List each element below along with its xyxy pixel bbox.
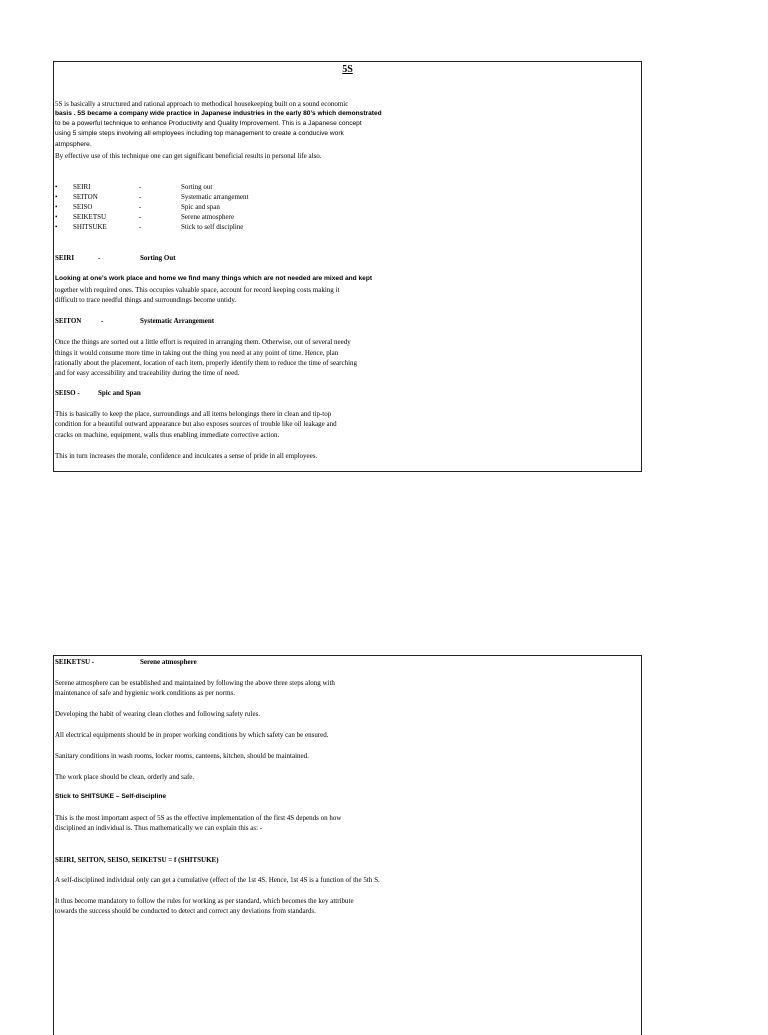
step-dash: -: [139, 223, 142, 231]
bullet-icon: •: [55, 203, 58, 211]
shitsuke-text: disciplined an individual is. Thus mathematically we can explain this as: -: [55, 824, 263, 832]
section-term: SEIRI: [55, 254, 75, 262]
document-title: 5S: [342, 64, 353, 75]
intro-line: 5S is basically a structured and rational approach to methodical housekeeping built on a sound economic: [55, 100, 349, 108]
bullet-icon: •: [55, 183, 58, 191]
seiketsu-text: maintenance of safe and hygienic work conditions as per norms.: [55, 689, 236, 697]
seiso-text: cracks on machine, equipment, walls thus enabling immediate corrective action.: [55, 431, 280, 439]
seiton-text: rationally about the placement, location of each item, properly identify them to reduce the time of searching: [55, 359, 358, 367]
step-meaning: Stick to self discipline: [181, 223, 244, 231]
bullet-icon: •: [55, 223, 58, 231]
seiketsu-point: Developing the habit of wearing clean clothes and following safety rules.: [55, 710, 261, 718]
step-term: SEITON: [73, 193, 98, 201]
seiso-closing: This in turn increases the morale, confidence and inculcates a sense of pride in all employees.: [55, 452, 318, 460]
seiri-text: together with required ones. This occupies valuable space, account for record keeping costs making it: [55, 286, 340, 294]
seiton-text: Once the things are sorted out a little effort is required in arranging them. Otherwise, out of several needy: [55, 338, 351, 346]
section-name: Systematic Arrangement: [140, 317, 215, 325]
section-name: Spic and Span: [98, 389, 141, 397]
seiketsu-point: All electrical equipments should be in proper working conditions by which safety can be ensured.: [55, 731, 329, 739]
seiketsu-point: Sanitary conditions in wash rooms, locker rooms, canteens, kitchen, should be maintained.: [55, 752, 309, 760]
shitsuke-text: This is the most important aspect of 5S as the effective implementation of the first 4S depends on how: [55, 814, 342, 822]
shitsuke-cumulative: A self-disciplined individual only can get a cumulative (effect of the 1st 4S. Hence, 1st 4S is a function of the 5th S.: [55, 876, 380, 884]
section-term: SEITON: [55, 317, 82, 325]
intro-line: using 5 simple steps involving all employees including top management to create a conducive work: [55, 130, 344, 137]
step-meaning: Serene atmosphere: [181, 213, 235, 221]
seiso-text: condition for a beautiful outward appearance but also exposes sources of trouble like oil leakage and: [55, 420, 337, 428]
page-2: [53, 655, 642, 1035]
step-term: SHITSUKE: [73, 223, 107, 231]
seiketsu-text: Serene atmosphere can be established and maintained by following the above three steps along with: [55, 679, 335, 687]
section-heading-shitsuke: Stick to SHITSUKE – Self-discipline: [55, 793, 167, 800]
step-dash: -: [139, 183, 142, 191]
seiton-text: things it would consume more time in taking out the thing you need at any point of time. Hence, plan: [55, 349, 339, 357]
bullet-icon: •: [55, 213, 58, 221]
seiri-text: difficult to trace needful things and surroundings become untidy.: [55, 296, 237, 304]
section-heading-seiketsu: [55, 657, 197, 667]
shitsuke-formula: SEIRI, SEITON, SEISO, SEIKETSU = f (SHITSUKE): [55, 856, 219, 864]
seiri-text: Looking at one’s work place and home we find many things which are not needed are mixed and kept: [55, 275, 373, 282]
step-meaning: Sorting out: [181, 183, 213, 191]
section-heading-seiri: [55, 253, 176, 263]
seiton-text: and for easy accessibility and traceability during the time of need.: [55, 369, 240, 377]
step-term: SEIKETSU: [73, 213, 107, 221]
step-term: SEISO: [73, 203, 93, 211]
section-name: Serene atmosphere: [140, 658, 197, 666]
section-heading-seiton: [55, 316, 215, 326]
shitsuke-closing: towards the success should be conducted to detect and correct any deviations from standards.: [55, 907, 316, 915]
step-term: SEIRI: [73, 183, 91, 191]
step-dash: -: [139, 203, 142, 211]
section-term: SEISO -: [55, 389, 80, 397]
intro-line: By effective use of this technique one can get significant beneficial results in personal life also.: [55, 152, 322, 160]
seiso-text: This is basically to keep the place, surroundings and all items belongings there in clean and tip-top: [55, 410, 332, 418]
page-1: [53, 61, 642, 472]
section-heading-seiso: [55, 388, 141, 398]
step-meaning: Systematic arrangement: [181, 193, 249, 201]
intro-line: basis . 5S became a company wide practice in Japanese industries in the early 80’s which demonstrated: [55, 110, 382, 117]
section-term: SEIKETSU -: [55, 658, 95, 666]
step-dash: -: [139, 193, 142, 201]
step-meaning: Spic and span: [181, 203, 220, 211]
shitsuke-closing: It thus become mandatory to follow the rules for working as per standard, which becomes the key attribute: [55, 897, 354, 905]
section-name: Sorting Out: [140, 254, 176, 262]
bullet-icon: •: [55, 193, 58, 201]
section-dash: -: [101, 317, 104, 325]
seiketsu-point: The work place should be clean, orderly and safe.: [55, 773, 195, 781]
intro-line: atmpsphere.: [55, 141, 92, 148]
intro-line: to be a powerful technique to enhance Productivity and Quality Improvement. This is a Japanese concept: [55, 120, 362, 127]
section-dash: -: [98, 254, 101, 262]
step-dash: -: [139, 213, 142, 221]
